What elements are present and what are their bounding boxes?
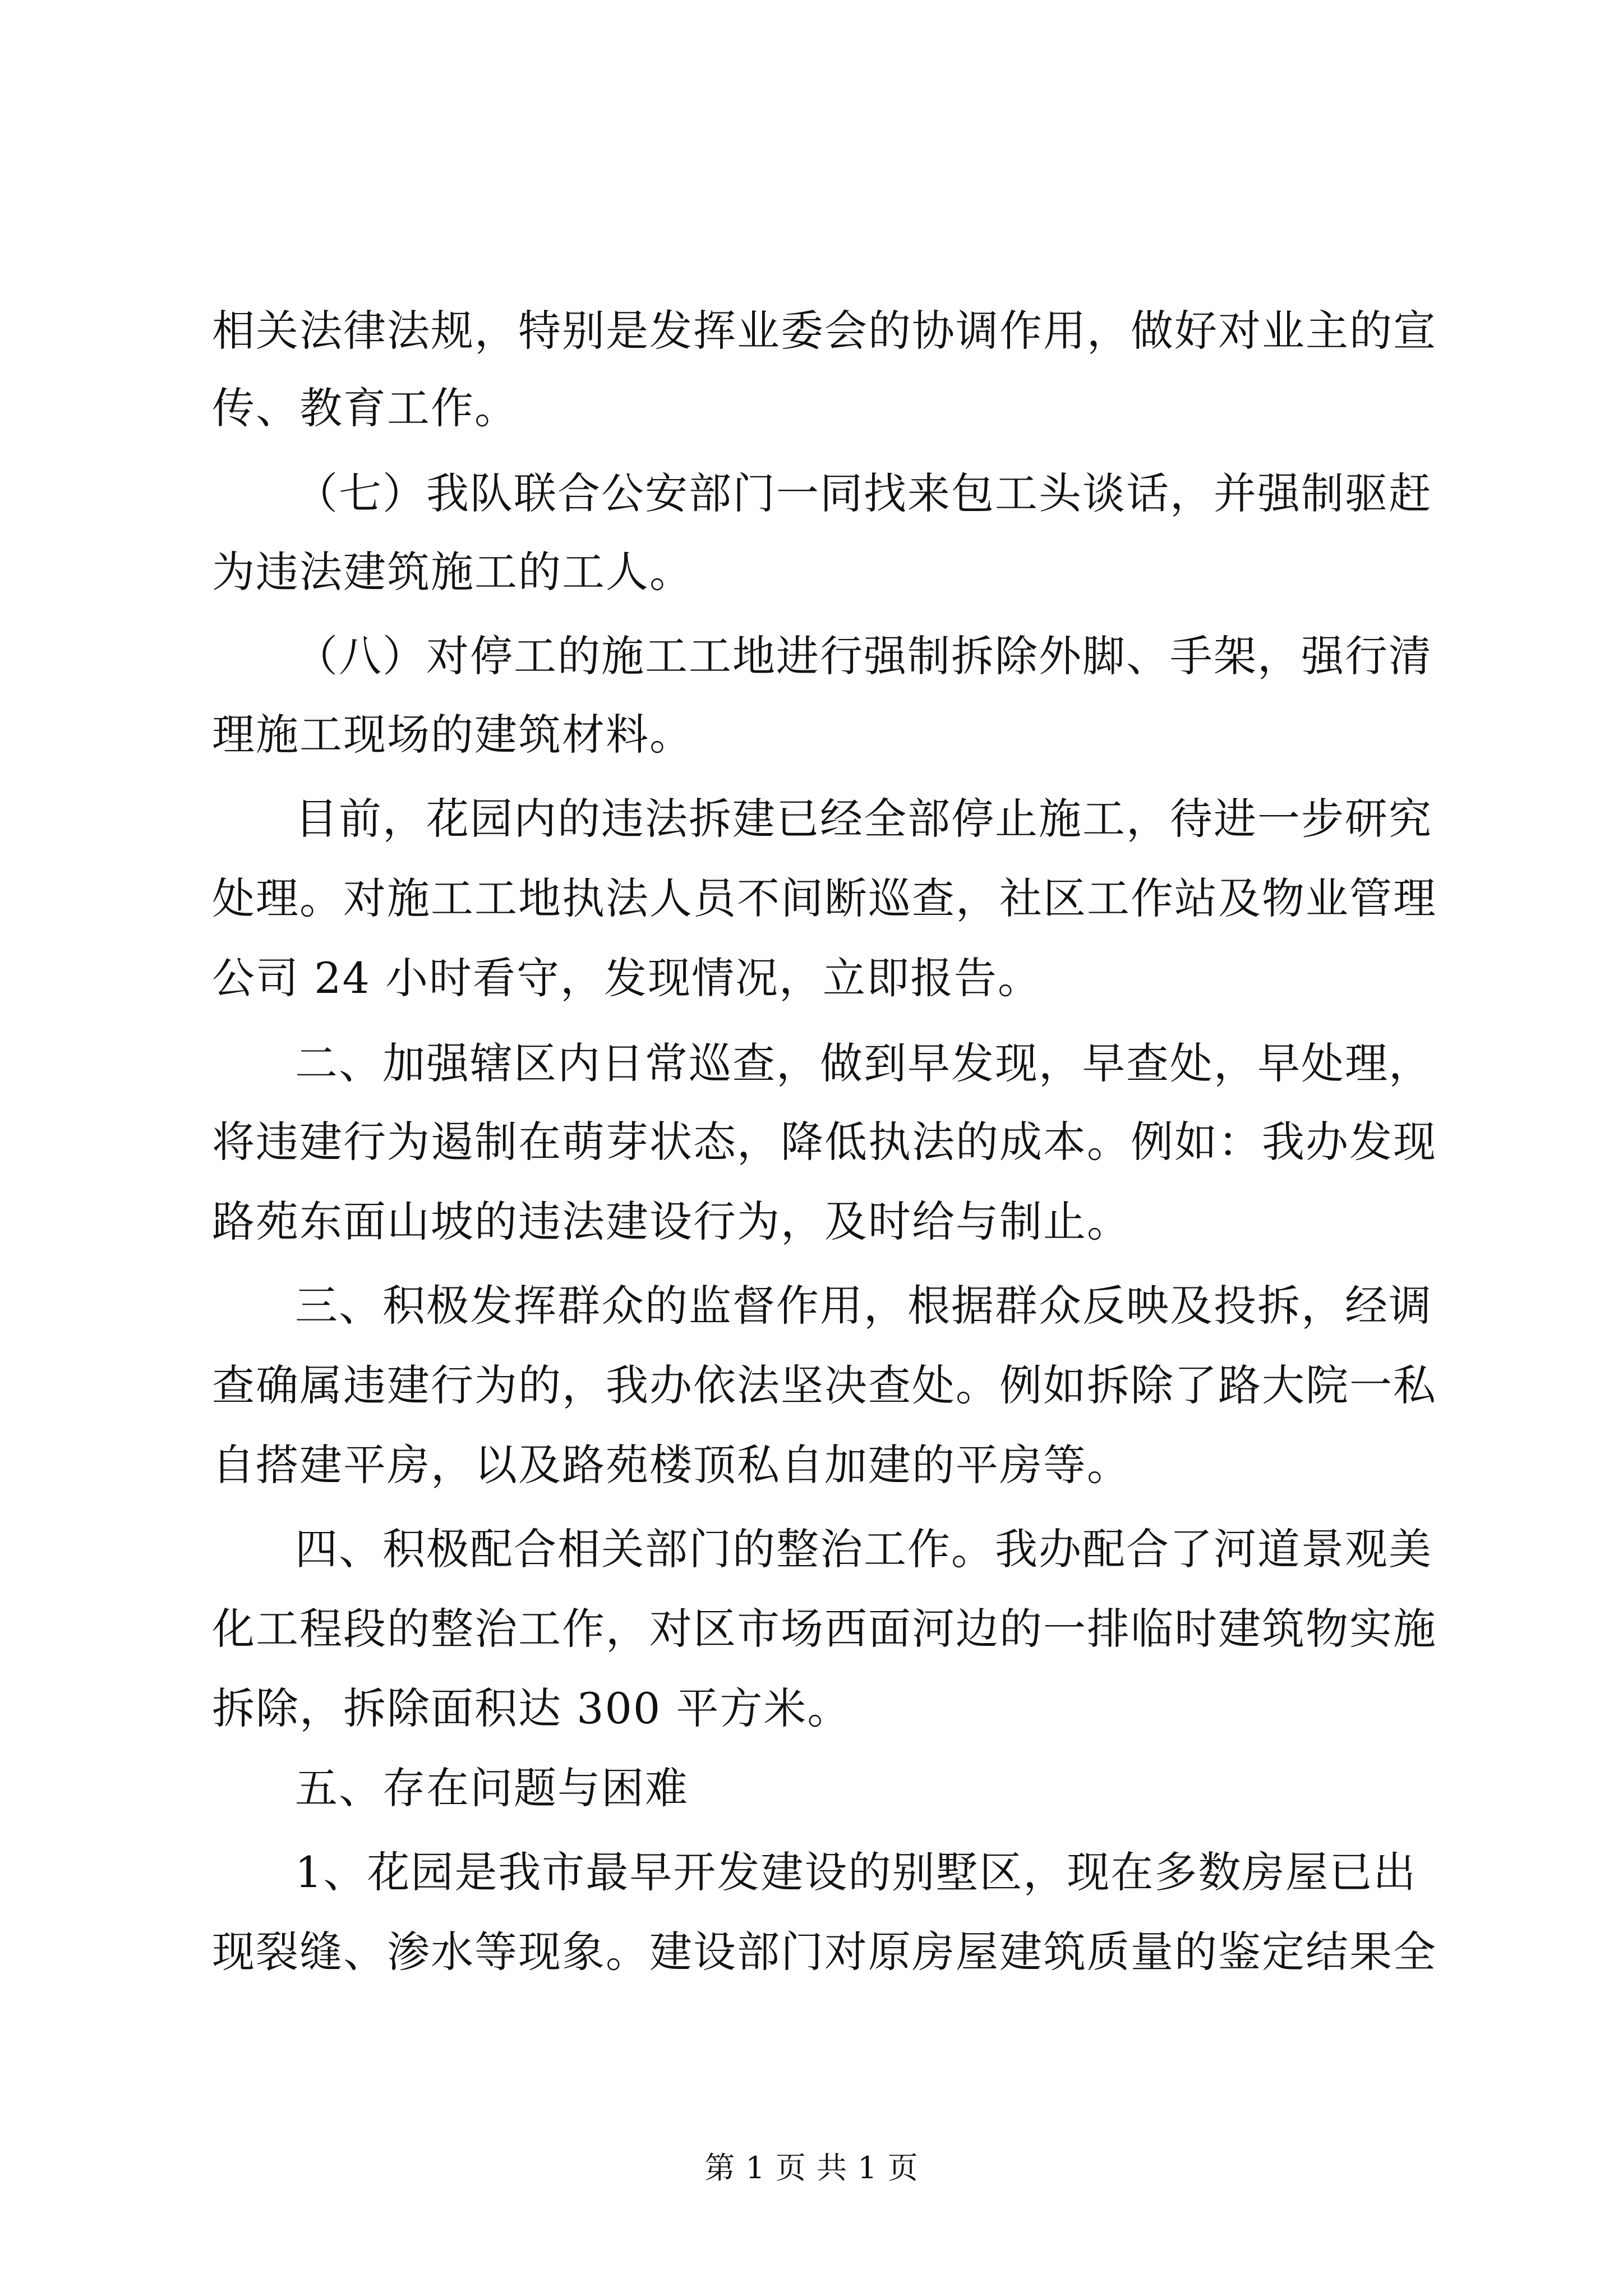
text-line-8: 处理。对施工工地执法人员不间断巡查，社区工作站及物业管理 <box>212 873 1437 923</box>
text-line-3: （七）我队联合公安部门一同找来包工头谈话，并强制驱赶 <box>295 468 1432 518</box>
text-line-15: 自搭建平房，以及路苑楼顶私自加建的平房等。 <box>212 1440 1131 1490</box>
text-line-13: 三、积极发挥群众的监督作用，根据群众反映及投拆，经调 <box>295 1281 1432 1331</box>
text-line-9: 公司 24 小时看守，发现情况，立即报告。 <box>212 953 1042 1003</box>
text-line-11: 将违建行为遏制在萌芽状态，降低执法的成本。例如：我办发现 <box>212 1117 1437 1167</box>
text-line-2: 传、教育工作。 <box>212 383 518 433</box>
text-line-12: 路苑东面山坡的违法建设行为，及时给与制止。 <box>212 1197 1131 1246</box>
text-line-7: 目前，花园内的违法拆建已经全部停止施工，待进一步研究 <box>295 794 1432 844</box>
text-line-18: 拆除，拆除面积达 300 平方米。 <box>212 1683 851 1733</box>
text-line-1: 相关法律法规，特别是发挥业委会的协调作用，做好对业主的宣 <box>212 306 1437 356</box>
text-line-4: 为违法建筑施工的工人。 <box>212 547 693 597</box>
text-line-14: 查确属违建行为的，我办依法坚决查处。例如拆除了路大院一私 <box>212 1360 1437 1410</box>
text-line-19: 五、存在问题与困难 <box>295 1763 689 1813</box>
text-line-21: 现裂缝、渗水等现象。建设部门对原房屋建筑质量的鉴定结果全 <box>212 1927 1437 1977</box>
page-footer: 第 1 页 共 1 页 <box>704 2150 919 2185</box>
text-line-6: 理施工现场的建筑材料。 <box>212 710 693 760</box>
text-line-17: 化工程段的整治工作，对区市场西面河边的一排临时建筑物实施 <box>212 1604 1437 1654</box>
text-line-5: （八）对停工的施工工地进行强制拆除外脚、手架，强行清 <box>295 631 1432 681</box>
text-line-16: 四、积极配合相关部门的整治工作。我办配合了河道景观美 <box>295 1524 1432 1574</box>
text-line-10: 二、加强辖区内日常巡查，做到早发现，早查处，早处理， <box>295 1038 1432 1088</box>
text-line-20: 1、花园是我市最早开发建设的别墅区，现在多数房屋已出 <box>295 1847 1417 1897</box>
